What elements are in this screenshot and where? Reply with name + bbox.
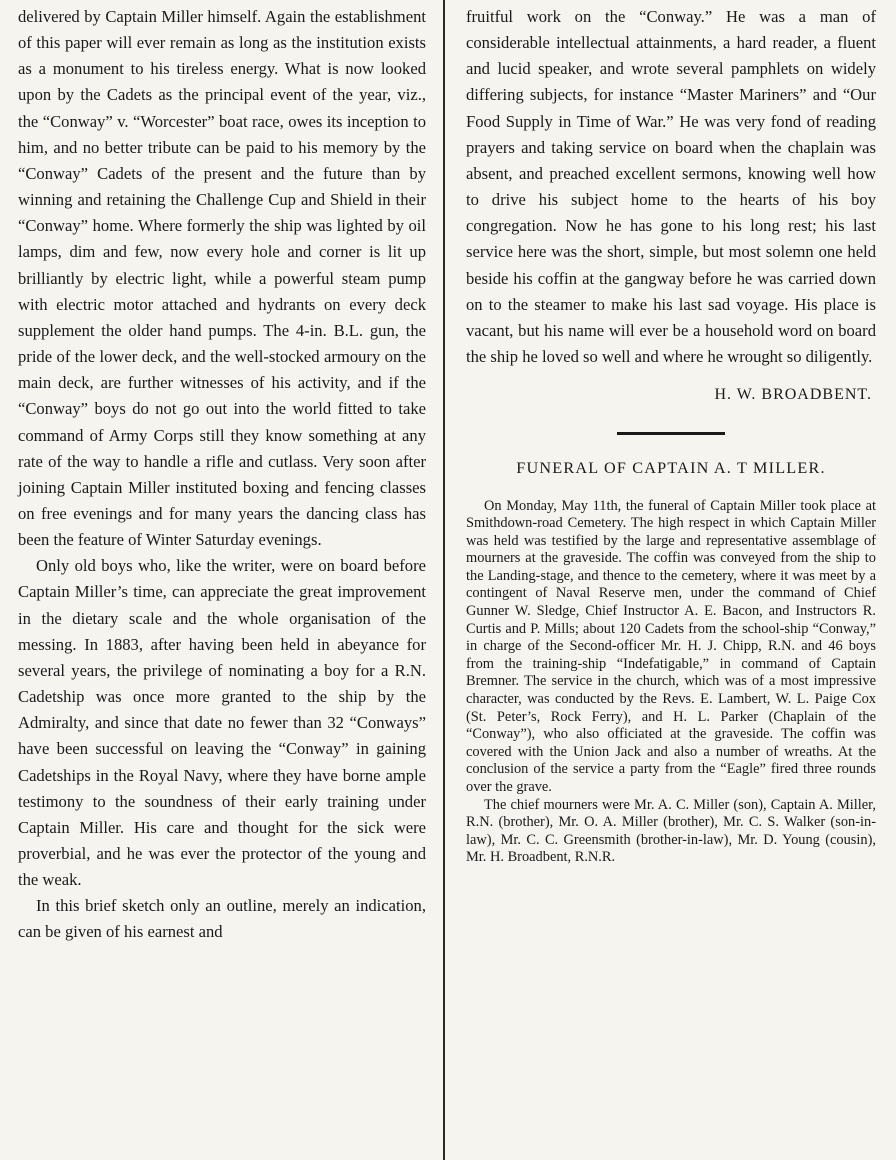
left-paragraph-2: Only old boys who, like the writer, were on board before Captain Miller’s time, can appreciate the great improvement in the dietary scale and the whole organisation of the messing. In 1883, after having been held in abeyance for several years, the privilege of nominating a boy for a R.N. Cadetship was once more granted to the ship by the Admiralty, and since that date no fewer than 32 “Conways” have been successful on leaving the “Conway” in gaining Cadetships in the Royal Navy, where they have borne ample testimony to the soundness of their early training under Captain Miller. His care and thought for the sick were proverbial, and he was ever the protector of the young and the weak. bbox=[18, 556, 426, 890]
right-paragraph-1: fruitful work on the “Conway.” He was a man of considerable intellectual attainments, a hard reader, a fluent and lucid speaker, and wrote several pamphlets on widely differing subjects, for instance “Master Mariners” and “Our Food Supply in Time of War.” He was very fond of reading prayers and taking service on board when the chaplain was absent, and preached excellent sermons, knowing well how to drive his subject home to the hearts of his boy congregation. Now he has gone to his long rest; his last service here was the short, simple, but most solemn one held beside his coffin at the gangway before he was carried down on to the steamer to make his last sad voyage. His place is vacant, but his name will ever be a household word on board the ship he loved so well and where he wrought so diligently. bbox=[466, 7, 876, 367]
left-paragraph-1: delivered by Captain Miller himself. Again the establishment of this paper will ever remain as long as the institution exists as a monument to his tireless energy. What is now looked upon by the Cadets as the principal event of the year, viz., the “Conway” v. “Worcester” boat race, owes its inception to him, and no better tribute can be paid to his memory by the “Conway” Cadets of the present and the future than by winning and retaining the Challenge Cup and Shield in their “Conway” home. Where formerly the ship was lighted by oil lamps, dim and few, now every hole and corner is lit up brilliantly by electric light, while a powerful steam pump with electric motor attached and hydrants on every deck supplement the older hand pumps. The 4-in. B.L. gun, the pride of the lower deck, and the well-stocked armoury on the main deck, are further witnesses of his activity, and if the “Conway” boys do not go out into the world fitted to take command of Army Corps still they know something at any rate of the way to handle a rifle and cutlass. Very soon after joining Captain Miller instituted boxing and fencing classes on free evenings and for many years the dancing class has been the feature of Winter Saturday evenings. bbox=[18, 7, 426, 550]
signature: H. W. BROADBENT. bbox=[714, 386, 872, 404]
article-heading: FUNERAL OF CAPTAIN A. T MILLER. bbox=[516, 459, 826, 478]
right-column bbox=[466, 4, 876, 1156]
left-paragraph-3: In this brief sketch only an outline, merely an indication, can be given of his earnest and bbox=[18, 896, 426, 942]
funeral-report bbox=[466, 498, 876, 867]
funeral-paragraph-1: On Monday, May 11th, the funeral of Captain Miller took place at Smithdown-road Cemetery. The high respect in which Captain Miller was held was testified by the large and representative assemblage of mourners at the graveside. The coffin was conveyed from the ship to the Landing-stage, and thence to the cemetery, where it was meet by a contingent of Naval Reserve men, under the command of Chief Gunner W. Sledge, Chief Instructor A. E. Bacon, and Instructors R. Curtis and P. Mills; about 120 Cadets from the school-ship “Conway,” in charge of the Second-officer Mr. H. J. Chipp, R.N. and 46 boys from the training-ship “Indefatigable,” in command of Captain Bremner. The service in the church, which was of a most impressive character, was conducted by the Revs. E. Lambert, W. L. Paige Cox (St. Peter’s, Rock Ferry), and H. L. Parker (Chaplain of the “Conway”), who also officiated at the graveside. The coffin was covered with the Union Jack and also a number of wreaths. At the conclusion of the service a party from the “Eagle” fired three rounds over the grave. bbox=[466, 497, 876, 795]
column-divider bbox=[443, 0, 445, 1160]
section-divider bbox=[617, 432, 725, 435]
left-column bbox=[18, 4, 426, 1156]
funeral-paragraph-2: The chief mourners were Mr. A. C. Miller (son), Captain A. Miller, R.N. (brother), Mr. O. A. Miller (brother), Mr. C. S. Walker (son-in-law), Mr. C. C. Greensmith (brother-in-law), Mr. D. Young (cousin), Mr. H. Broadbent, R.N.R. bbox=[466, 796, 876, 866]
